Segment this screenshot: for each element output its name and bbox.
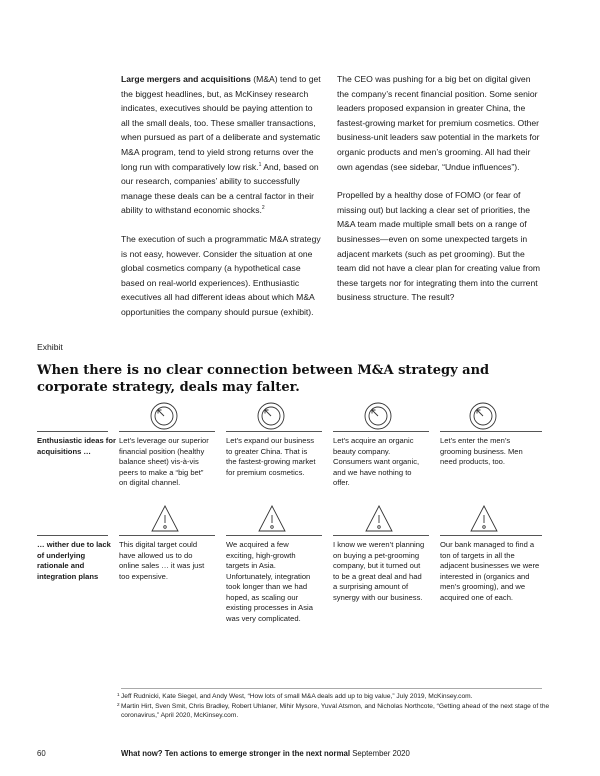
divider — [440, 431, 542, 432]
footnote-ref[interactable]: 2 — [261, 205, 265, 212]
outcome-organic: I know we weren’t planning on buying a pet-grooming company, but it turned out to be a great deal and had a surprising amount of synergy with our business. — [333, 540, 425, 602]
divider — [37, 431, 108, 432]
footnotes — [117, 692, 551, 721]
paragraph — [121, 72, 321, 218]
idea-china: Let’s expand our business to greater China. That is the fastest-growing market for premium cosmetics. — [226, 436, 316, 477]
idea-digital: Let’s leverage our superior financial position (healthy balance sheet) vis-à-vis peers to make a “big bet” on digital channel. — [119, 436, 209, 487]
divider — [119, 431, 215, 432]
footnote-text: Martin Hirt, Sven Smit, Chris Bradley, Robert Uhlaner, Mihir Mysore, Yuval Atsmon, and Nicholas Northcote, “Getting ahead of the next stage of the coronavirus,” April 2020, McKinsey.com. — [121, 702, 550, 720]
footnote-ref[interactable]: 1 — [258, 161, 262, 168]
footnote — [117, 692, 551, 702]
footnote — [117, 701, 551, 721]
outcome-digital: This digital target could have allowed us to do online sales … it was just too expensive. — [119, 540, 205, 581]
exhibit-label: Exhibit — [37, 342, 63, 352]
lead-in: Large mergers and acquisitions — [121, 74, 251, 84]
publication-title — [121, 749, 410, 758]
warning-triangle-icon — [150, 504, 180, 534]
paragraph: The CEO was pushing for a big bet on digital given the company’s recent financial position. Some senior leaders proposed expansion in greater China, the fastest-growing market for premium cosmetics. Other business-unit leaders saw potential in the markets for organic products and men’s grooming. All had their own agendas (see sidebar, “Undue influences”). — [337, 74, 540, 172]
publication-date: September 2020 — [350, 749, 410, 758]
footnote-number: 2 — [117, 701, 120, 707]
warning-triangle-icon — [364, 504, 394, 534]
warning-triangle-icon — [257, 504, 287, 534]
target-arrow-icon — [256, 401, 286, 431]
outcome-china: We acquired a few exciting, high-growth targets in Asia. Unfortunately, integration took longer than we had hoped, as scaling our existing processes in Asia was very complicated. — [226, 540, 313, 623]
body-column-right — [337, 72, 542, 305]
divider — [333, 431, 429, 432]
outcome-mens-grooming: Our bank managed to find a ton of targets in all the adjacent businesses we were interested in (organics and men’s grooming), and we acquired one of each. — [440, 540, 540, 602]
footnote-rule — [121, 688, 542, 689]
body-column-left — [121, 72, 321, 320]
page-number: 60 — [37, 749, 46, 758]
paragraph: Propelled by a healthy dose of FOMO (or fear of missing out) but lacking a clear set of priorities, the M&A team made multiple small bets on a range of businesses—even on some unexpected targets in adjacent markets (such as pet grooming). But the team did not have a clear plan for creating value from these targets nor for integrating them into the current business structure. The result? — [337, 190, 541, 303]
divider — [333, 535, 429, 536]
divider — [226, 535, 322, 536]
divider — [440, 535, 542, 536]
row-label-ideas: Enthusiastic ideas for acquisitions … — [37, 436, 116, 456]
divider — [119, 535, 215, 536]
target-arrow-icon — [468, 401, 498, 431]
paragraph-text: And, based on our research, companies’ ability to successfully manage these deals can be a central factor in their ability to withstand economic shocks. — [121, 161, 319, 216]
divider — [226, 431, 322, 432]
row-label-outcomes: … wither due to lack of underlying rationale and integration plans — [37, 540, 111, 581]
idea-mens-grooming: Let’s enter the men’s grooming business. Men need products, too. — [440, 436, 523, 466]
target-arrow-icon — [363, 401, 393, 431]
paragraph: The execution of such a programmatic M&A strategy is not easy, however. Consider the situation at one global cosmetics company (a hypothetical case based on real-world experiences). Enthusiastic executives all had different ideas about which M&A opportunities the company should pursue (exhibit). — [121, 233, 321, 317]
paragraph-text: (M&A) tend to get the biggest headlines, but, as McKinsey research indicates, executives should be paying attention to all the small deals, too. These smaller transactions, when pursued as part of a deliberate and systematic M&A program, tend to yield strong returns over the long run with comparatively low risk. — [121, 74, 321, 172]
target-arrow-icon — [149, 401, 179, 431]
warning-triangle-icon — [469, 504, 499, 534]
publication-name: What now? Ten actions to emerge stronger in the next normal — [121, 749, 351, 758]
divider — [37, 535, 108, 536]
exhibit-title: When there is no clear connection between M&A strategy and corporate strategy, deals may falter. — [37, 363, 490, 395]
footnote-text: Jeff Rudnicki, Kate Siegel, and Andy West, “How lots of small M&A deals add up to big value,” July 2019, McKinsey.com. — [121, 693, 473, 700]
footnote-number: 1 — [117, 692, 120, 697]
idea-organic: Let’s acquire an organic beauty company. Consumers want organic, and we have nothing to offer. — [333, 436, 420, 487]
